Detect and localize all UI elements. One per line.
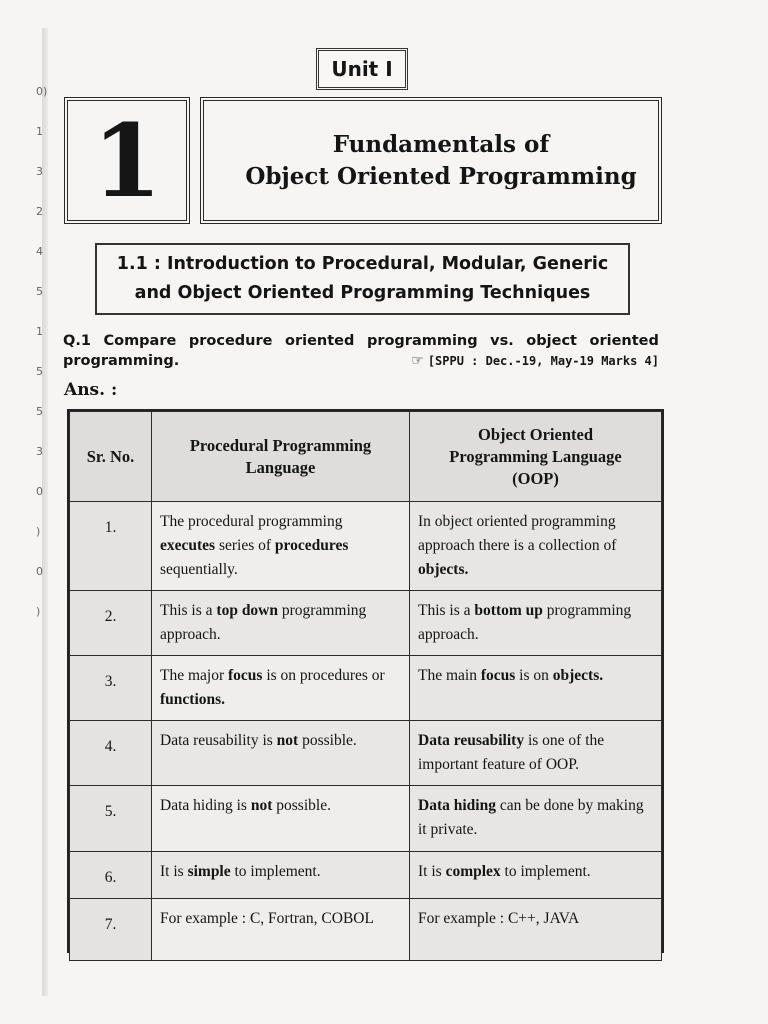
- edge-mark: 0: [36, 565, 43, 578]
- bold-text: not: [250, 797, 273, 814]
- text: The major: [160, 667, 229, 684]
- section-heading: [95, 243, 630, 315]
- edge-mark: 4: [36, 245, 43, 258]
- text: The procedural programming: [160, 513, 343, 530]
- bold-text: executes: [160, 537, 216, 554]
- question-word: vs.: [490, 333, 514, 349]
- serial-number-cell: 7.: [70, 899, 152, 961]
- question-line-1: [63, 331, 659, 351]
- exam-reference: [411, 351, 659, 371]
- text: series of: [215, 537, 275, 554]
- header-oop: Object Oriented Programming Language (OOP): [410, 412, 662, 502]
- text: It is: [418, 863, 446, 880]
- question-line-2: [63, 351, 659, 371]
- edge-mark: 3: [36, 445, 43, 458]
- table-row: [70, 852, 662, 899]
- procedural-cell: [152, 852, 410, 899]
- edge-mark: ): [36, 525, 41, 538]
- question-word: oriented: [589, 333, 659, 349]
- edge-mark: 1: [36, 325, 43, 338]
- question-line-2-text: programming.: [63, 353, 180, 369]
- edge-mark: ): [36, 605, 41, 618]
- serial-number-cell: 1.: [70, 502, 152, 591]
- procedural-cell: [152, 591, 410, 656]
- question-label: Q.1: [63, 333, 91, 349]
- text: is on procedures or: [262, 667, 385, 684]
- text: This is a: [160, 602, 217, 619]
- question-word: oriented: [285, 333, 355, 349]
- text: For example : C++, JAVA: [418, 910, 580, 927]
- pointing-hand-icon: ☞: [411, 353, 424, 369]
- bold-text: objects.: [552, 667, 604, 684]
- serial-number-cell: 3.: [70, 656, 152, 721]
- question-word: Compare: [103, 333, 177, 349]
- table-row: [70, 502, 662, 591]
- text: to implement.: [230, 863, 321, 880]
- text: In object oriented programming approach there is a collection of: [418, 513, 617, 554]
- edge-mark: 0): [36, 85, 48, 98]
- text: is one of the important feature of OOP.: [418, 732, 605, 773]
- edge-mark: 1: [36, 125, 43, 138]
- bold-text: focus: [228, 667, 263, 684]
- oop-cell: [410, 656, 662, 721]
- serial-number-cell: 5.: [70, 786, 152, 852]
- table-row: [70, 656, 662, 721]
- section-heading-line-2: and Object Oriented Programming Techniques: [134, 283, 591, 303]
- table-row: [70, 899, 662, 961]
- oop-cell: [410, 899, 662, 961]
- unit-label: Unit I: [316, 48, 408, 90]
- table-row: [70, 786, 662, 852]
- serial-number-cell: 4.: [70, 721, 152, 786]
- bold-text: bottom up: [474, 602, 543, 619]
- procedural-cell: [152, 786, 410, 852]
- procedural-cell: [152, 721, 410, 786]
- header-sr-no: Sr. No.: [70, 412, 152, 502]
- chapter-title-line-2: Object Oriented Programming: [245, 162, 637, 190]
- oop-cell: [410, 591, 662, 656]
- text: Data reusability is: [160, 732, 277, 749]
- bold-text: objects.: [418, 561, 469, 578]
- bold-text: focus: [480, 667, 516, 684]
- text: programming approach.: [418, 602, 632, 643]
- table-row: [70, 591, 662, 656]
- bold-text: not: [276, 732, 299, 749]
- edge-mark: 3: [36, 165, 43, 178]
- text: This is a: [418, 602, 475, 619]
- serial-number-cell: 6.: [70, 852, 152, 899]
- bold-text: complex: [445, 863, 501, 880]
- edge-mark: 0: [36, 485, 43, 498]
- question-word: object: [526, 333, 577, 349]
- oop-cell: [410, 852, 662, 899]
- text: The main: [418, 667, 481, 684]
- oop-cell: [410, 721, 662, 786]
- text: sequentially.: [160, 561, 238, 578]
- text: can be done by making it private.: [418, 797, 644, 838]
- section-heading-line-1: 1.1 : Introduction to Procedural, Modular, Generic: [116, 254, 609, 274]
- question-word: procedure: [188, 333, 273, 349]
- chapter-number-box: [64, 97, 190, 224]
- bold-text: procedures: [274, 537, 349, 554]
- procedural-cell: [152, 502, 410, 591]
- edge-mark: 5: [36, 285, 43, 298]
- comparison-table: [67, 409, 664, 953]
- procedural-cell: [152, 656, 410, 721]
- bold-text: simple: [187, 863, 231, 880]
- serial-number-cell: 2.: [70, 591, 152, 656]
- answer-label: Ans. :: [64, 380, 118, 400]
- chapter-title-line-1: Fundamentals of: [332, 130, 550, 158]
- text: to implement.: [500, 863, 591, 880]
- text: programming approach.: [160, 602, 367, 643]
- bold-text: Data reusability: [418, 732, 525, 749]
- procedural-cell: [152, 899, 410, 961]
- question-word: programming: [366, 333, 478, 349]
- chapter-title: [200, 97, 662, 224]
- table-row: [70, 721, 662, 786]
- text: possible.: [298, 732, 357, 749]
- bold-text: functions.: [160, 691, 226, 708]
- question: [63, 331, 659, 371]
- bold-text: Data hiding: [418, 797, 496, 814]
- edge-mark: 5: [36, 365, 43, 378]
- header-procedural: Procedural Programming Language: [152, 412, 410, 502]
- text: possible.: [272, 797, 331, 814]
- text: Data hiding is: [160, 797, 251, 814]
- exam-reference-text: [SPPU : Dec.-19, May-19 Marks 4]: [427, 354, 659, 368]
- oop-cell: [410, 786, 662, 852]
- edge-mark: 2: [36, 205, 43, 218]
- bold-text: top down: [216, 602, 278, 619]
- text: It is: [160, 863, 188, 880]
- oop-cell: [410, 502, 662, 591]
- text: is on: [515, 667, 553, 684]
- text: For example : C, Fortran, COBOL: [160, 910, 374, 927]
- chapter-number: 1: [92, 101, 162, 220]
- edge-mark: 5: [36, 405, 43, 418]
